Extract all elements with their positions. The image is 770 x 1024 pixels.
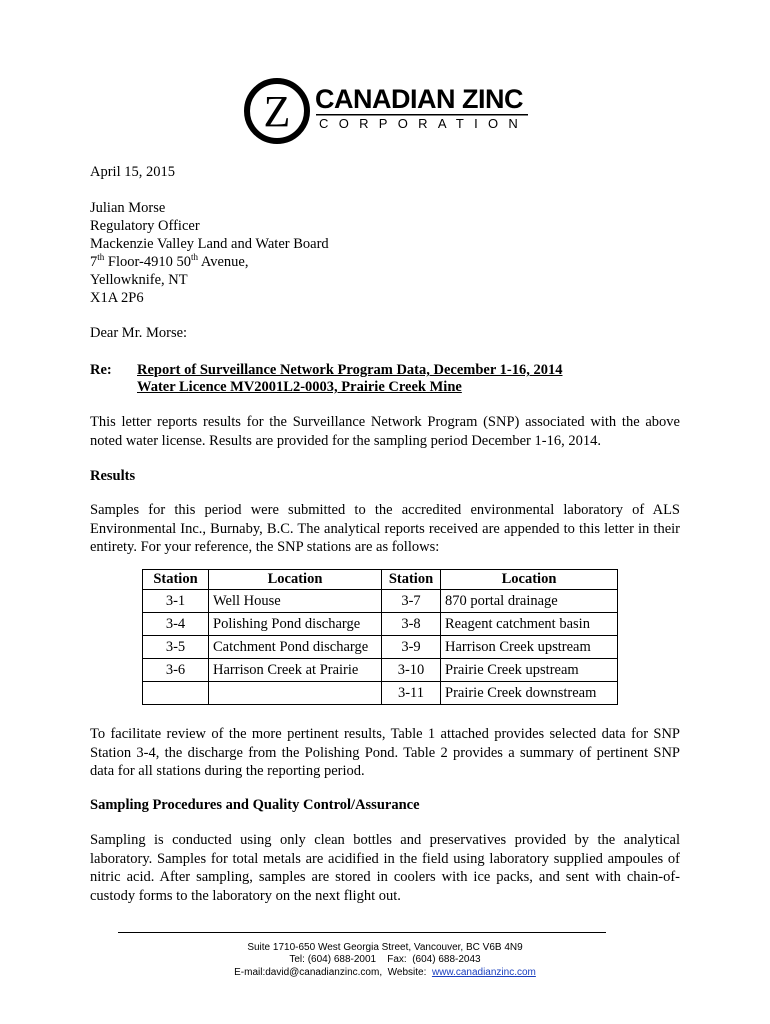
company-logo [243, 74, 533, 150]
footer-email: E-mail:david@canadianzinc.com, Website: [234, 967, 432, 978]
table-cell: Prairie Creek upstream [441, 659, 618, 682]
sampling-paragraph: Sampling is conducted using only clean bottles and preservatives provided by the analytical laboratory. Samples for total metals are acidified in the field using laboratory supplied ampoules of nitric acid. After sampling, samples are stored in coolers with ice packs, and sent with chain-of-custody forms to the laboratory on the next flight out. [90, 832, 680, 904]
footer-contact [118, 966, 652, 979]
table-row [143, 636, 618, 659]
table-cell: Well House [209, 590, 382, 613]
recipient-city: Yellowknife, NT [90, 272, 188, 288]
table-cell: Reagent catchment basin [441, 613, 618, 636]
table-cell: 3-11 [382, 682, 441, 705]
table-row [143, 659, 618, 682]
intro-paragraph: This letter reports results for the Surveillance Network Program (SNP) associated with the above noted water license. Results are provided for the sampling period December 1-16, 2014. [90, 414, 680, 449]
logo-company-name: CANADIAN ZINC [315, 84, 523, 114]
website-link[interactable]: www.canadianzinc.com [431, 967, 536, 978]
results-paragraph: Samples for this period were submitted to the accredited environmental laboratory of ALS Environmental Inc., Burnaby, B.C. The analytical reports received are appended to this letter in their entirety. For your reference, the SNP stations are as follows: [90, 502, 680, 555]
table-cell: Polishing Pond discharge [209, 613, 382, 636]
table-cell: 3-4 [143, 613, 209, 636]
table-cell: Catchment Pond discharge [209, 636, 382, 659]
footer-phones: Tel: (604) 688-2001 Fax: (604) 688-2043 [289, 954, 481, 965]
sampling-heading: Sampling Procedures and Quality Control/Assurance [90, 797, 420, 813]
table-cell: 3-8 [382, 613, 441, 636]
table-row [143, 590, 618, 613]
header-station-1: Station [143, 570, 209, 590]
salutation: Dear Mr. Morse: [90, 325, 188, 341]
table-cell: Harrison Creek at Prairie [209, 659, 382, 682]
recipient-title: Regulatory Officer [90, 218, 200, 234]
table-cell: Prairie Creek downstream [441, 682, 618, 705]
re-label: Re: [90, 362, 112, 378]
table-cell [143, 682, 209, 705]
table-row [143, 682, 618, 705]
snp-stations-table [142, 569, 618, 705]
table-cell [209, 682, 382, 705]
table-row [143, 613, 618, 636]
header-location-1: Location [209, 570, 382, 590]
results-heading: Results [90, 468, 136, 484]
logo-subtitle: CORPORATION [319, 116, 529, 131]
review-paragraph: To facilitate review of the more pertinent results, Table 1 attached provides selected data for SNP Station 3-4, the discharge from the Polishing Pond. Table 2 provides a summary of pertinent SNP data for all stations during the reporting period. [90, 726, 680, 779]
footer-address: Suite 1710-650 West Georgia Street, Vancouver, BC V6B 4N9 [247, 942, 523, 953]
table-cell: 3-9 [382, 636, 441, 659]
logo-letter: Z [263, 87, 291, 136]
table-cell: 3-10 [382, 659, 441, 682]
letter-date: April 15, 2015 [90, 164, 175, 180]
re-subject-line1: Report of Surveillance Network Program Data, December 1-16, 2014 [137, 362, 563, 378]
table-cell: 870 portal drainage [441, 590, 618, 613]
table-cell: 3-1 [143, 590, 209, 613]
re-subject-line2: Water Licence MV2001L2-0003, Prairie Creek Mine [137, 379, 462, 395]
recipient-name: Julian Morse [90, 200, 166, 216]
table-cell: 3-7 [382, 590, 441, 613]
recipient-organization: Mackenzie Valley Land and Water Board [90, 236, 329, 252]
header-station-2: Station [382, 570, 441, 590]
recipient-street: 7th Floor-4910 50th Avenue, [90, 252, 249, 270]
table-cell: 3-6 [143, 659, 209, 682]
footer-divider [118, 932, 606, 933]
table-cell: Harrison Creek upstream [441, 636, 618, 659]
header-location-2: Location [441, 570, 618, 590]
recipient-postal: X1A 2P6 [90, 290, 144, 306]
table-cell: 3-5 [143, 636, 209, 659]
table-header-row [143, 570, 618, 590]
